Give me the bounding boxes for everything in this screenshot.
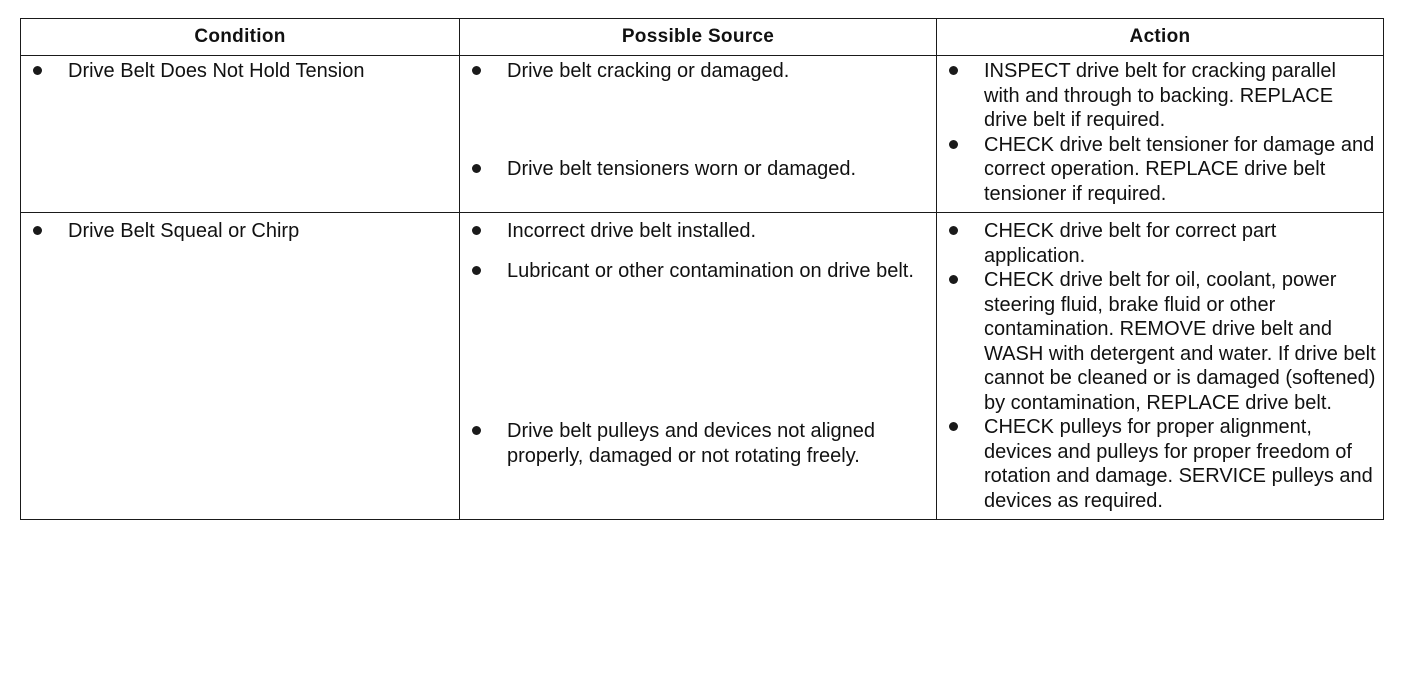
diagnosis-table: [20, 18, 1384, 520]
action-text: CHECK drive belt tensioner for damage and correct operation. REPLACE drive belt tensioner if required.: [984, 133, 1375, 205]
header-possible-source: Possible Source: [460, 19, 937, 56]
condition-cell: [21, 56, 460, 213]
header-action: Action: [937, 19, 1384, 56]
source-cell: [460, 213, 937, 520]
bullet-icon: [949, 66, 958, 75]
bullet-icon: [472, 66, 481, 75]
condition-text: Drive Belt Squeal or Chirp: [68, 220, 300, 242]
bullet-icon: [949, 140, 958, 149]
action-entry: [949, 268, 1377, 415]
source-text: Drive belt cracking or damaged.: [507, 60, 790, 82]
source-entry: [472, 157, 930, 182]
condition-entry: [33, 219, 453, 244]
source-text: Incorrect drive belt installed.: [507, 220, 757, 242]
source-cell: [460, 56, 937, 213]
action-cell: [937, 213, 1384, 520]
bullet-icon: [33, 66, 42, 75]
table-row: [21, 213, 1384, 520]
action-text: CHECK drive belt for oil, coolant, power steering fluid, brake fluid or other contamination. REMOVE drive belt and WASH with detergent and water. If drive belt cannot be cleaned or is damaged (softened) by contamination, REPLACE drive belt.: [984, 269, 1376, 414]
action-entry: [949, 219, 1377, 268]
action-entry: [949, 415, 1377, 513]
action-cell: [937, 56, 1384, 213]
source-entry: [472, 259, 930, 284]
source-text: Drive belt pulleys and devices not aligned properly, damaged or not rotating freely.: [507, 420, 875, 467]
condition-text: Drive Belt Does Not Hold Tension: [68, 60, 365, 82]
bullet-icon: [949, 275, 958, 284]
source-text: Lubricant or other contamination on drive belt.: [507, 259, 914, 282]
bullet-icon: [949, 226, 958, 235]
bullet-icon: [472, 426, 481, 435]
condition-cell: [21, 213, 460, 520]
action-text: INSPECT drive belt for cracking parallel with and through to backing. REPLACE drive belt if required.: [984, 60, 1336, 131]
action-text: CHECK pulleys for proper alignment, devices and pulleys for proper freedom of rotation and damage. SERVICE pulleys and devices as required.: [984, 416, 1373, 512]
source-entry: [472, 419, 930, 468]
header-row: [21, 19, 1384, 56]
action-entry: [949, 59, 1377, 133]
bullet-icon: [472, 266, 481, 275]
source-entry: [472, 59, 930, 84]
header-condition: Condition: [21, 19, 460, 56]
bullet-icon: [472, 226, 481, 235]
action-text: CHECK drive belt for correct part application.: [984, 220, 1277, 267]
source-entry: [472, 219, 930, 244]
condition-entry: [33, 59, 453, 84]
table-row: [21, 56, 1384, 213]
action-entry: [949, 133, 1377, 207]
source-text: Drive belt tensioners worn or damaged.: [507, 157, 857, 180]
bullet-icon: [949, 422, 958, 431]
bullet-icon: [33, 226, 42, 235]
bullet-icon: [472, 164, 481, 173]
